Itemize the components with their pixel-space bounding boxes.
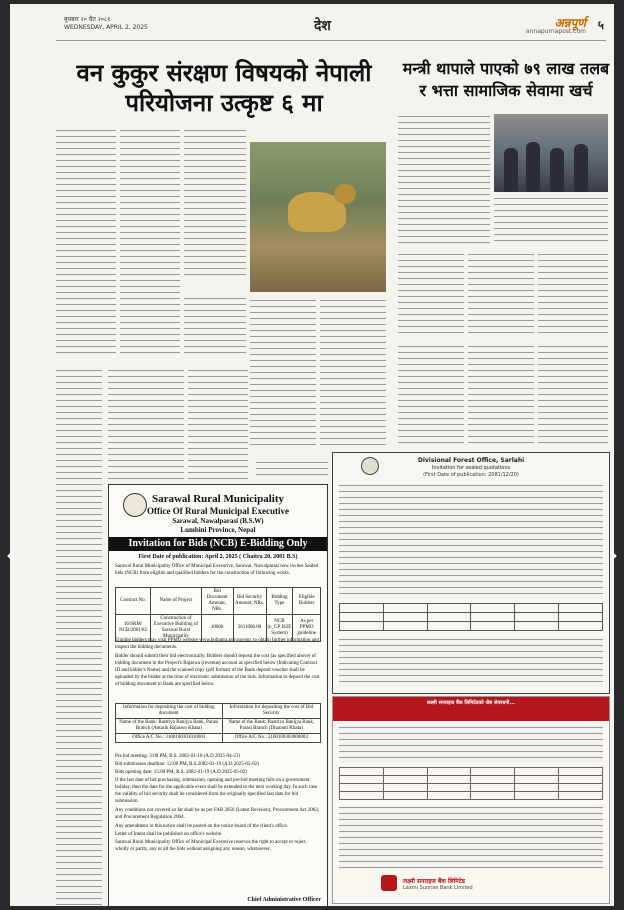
bid-item-5: Any conditions not covered so far shall be as per FAR 2056 (Latest Revision), Procurement Act 2063, and Procurement Regulation 2064.: [115, 808, 320, 820]
wild-dog-head: [334, 184, 356, 204]
deposit-table: [115, 703, 321, 743]
brand-logo: अन्नपूर्ण: [554, 16, 586, 30]
article-column-4: [250, 298, 316, 448]
office-name: Office Of Rural Municipal Executive: [147, 506, 289, 516]
right-article-column-5: [538, 252, 608, 338]
forest-notice-terms: [339, 637, 603, 687]
deposit-account-doc: Office A/C No.: 3100100301010003: [116, 734, 223, 743]
right-article-column-8: [538, 344, 608, 448]
col-eligible-bidders: Eligible Bidders: [293, 588, 321, 615]
forest-office-subtitle: Invitation for sealed quotations: [431, 465, 511, 471]
article-column-9: [256, 460, 328, 480]
article-column-5: [320, 298, 386, 448]
cell-bidding-type: NCB (e_GP IS2E System): [266, 615, 293, 642]
cell-eligible-bidders: As per PPMO guideline: [293, 615, 321, 642]
page-header: [56, 14, 606, 41]
forest-notice-table: [339, 603, 603, 631]
bid-item-7: Letter of Intent shall be published on office's website.: [115, 832, 223, 837]
right-article-column-3: [398, 252, 464, 338]
article-column-2: [120, 128, 180, 358]
header-date-nepali: बुधबार २० चैत २०८१: [64, 16, 111, 23]
signature-title: Chief Administrative Officer: [247, 897, 321, 903]
bid-intro: Sarawal Rural Municipality Office of Municipal Executive, Sarawal, Nawalparasi now invites Sealed bids (NCB) from eligible and qualified bidders for the construction of following works.: [115, 564, 319, 576]
col-bid-security: Bid Security Amount, NRs.: [233, 588, 266, 615]
deposit-bank-doc: Name of the Bank: Rastriya Banijya Bank, Parasi Branch (Antarik Rajaswo Khata): [116, 719, 223, 734]
deposit-header-doc: Information for depositing the cost of bidding document: [116, 704, 223, 719]
header-date: [64, 16, 148, 32]
forest-office-publication-date: (First Date of publication: 2081/12/20): [423, 472, 519, 478]
newspaper-page: [10, 4, 614, 906]
deposit-bank-security: Name of the Bank: Rastriya Banijya Bank, Parasi Branch (Dharauti Khata): [222, 719, 320, 734]
bid-item-6: Any amendment in this notice shall be posted on the notice board of the client's office.: [115, 824, 288, 829]
deposit-account-security: Office A/C No.: 3100100303000003: [222, 734, 320, 743]
left-sidebar-column: [56, 368, 102, 906]
person-figure: [504, 148, 518, 192]
article-column-3: [184, 128, 246, 278]
minister-photo: [494, 114, 608, 192]
cell-bid-security: 2611000.00: [233, 615, 266, 642]
bank-name: लक्ष्मी सनराइज बैंक लिमिटेड: [403, 878, 465, 885]
main-headline: वन कुकुर संरक्षण विषयको नेपाली परियोजना उत्कृष्ट ६ मा: [76, 58, 372, 117]
bank-notice: [332, 696, 610, 904]
forest-notice-text: [339, 483, 603, 599]
right-article-column-2: [494, 196, 608, 244]
col-contract-no: Contract No.: [116, 588, 151, 615]
bid-banner: Invitation for Bids (NCB) E-Bidding Only: [109, 537, 327, 551]
deposit-header-security: Information for depositing the cost of Bid Security: [222, 704, 320, 719]
bank-notice-heading: लक्ष्मी सनराइज बैंक लिमिटेडको जेष्ठ शेयरधनी...: [333, 697, 609, 721]
bid-item-2: Bid submission deadline: 12:00 PM, B.S.2082-01-19 (A.D 2025-05-02): [115, 762, 259, 767]
right-article-column-4: [468, 252, 534, 338]
previous-page-arrow-icon[interactable]: ‹: [5, 538, 17, 571]
article-column-7: [108, 368, 184, 480]
wild-dog-photo: [250, 142, 386, 292]
right-article-column-6: [398, 344, 464, 448]
col-bidding-type: Bidding Type: [266, 588, 293, 615]
person-figure: [526, 142, 540, 192]
person-figure: [574, 144, 588, 192]
bid-item-8: Sarawal Rural Municipality Office of Municipal Executive reserves the right to accept or reject, wholly or partly, any or all the bids without assigning any reason, whatsoever.: [115, 840, 307, 852]
article-column-1: [56, 128, 116, 358]
page-number: ५: [597, 18, 604, 32]
bank-notice-table: [339, 767, 603, 800]
bid-item-1: Pre bid meeting: 3:00 PM, B.S. 2082-01-10 (A.D 2025-04-23): [115, 754, 240, 759]
col-project-name: Name of Project: [151, 588, 202, 615]
article-column-6: [188, 368, 248, 480]
col-bid-doc-amount: Bid Document Amount, NRs.: [201, 588, 233, 615]
next-page-arrow-icon[interactable]: ›: [607, 538, 619, 571]
province: Lumbini Province, Nepal: [180, 526, 256, 534]
sarawal-bid-notice: [108, 484, 328, 906]
right-headline: मन्त्री थापाले पाएको ७९ लाख तलब र भत्ता सामाजिक सेवामा खर्च: [402, 59, 610, 100]
right-article-column-1: [398, 114, 490, 244]
bank-notice-terms: [339, 805, 603, 869]
cell-project-name: Construction of Executive Building of Sarawal Rural Municipality: [151, 615, 202, 642]
article-column-3b: [184, 296, 246, 358]
right-article-column-7: [468, 344, 534, 448]
section-title: देश: [314, 18, 331, 34]
office-location: Sarawal, Nawalparasi (B.S.W): [172, 517, 264, 525]
cell-contract-no: 16/SRM/ NCB/2081/82: [116, 615, 151, 642]
bid-item-4: If the last date of bid purchasing, submission, opening and pre-bid meeting falls on a government holiday, then the date for the applicable event shall be extended to the next working day. In such case the validity of bid security shall be considered from the originally specified last date for bid submission.: [115, 778, 318, 804]
bid-bullet-2: Bidder should submit their bid electronically. Bidders should deposit the cost (as specified above) of bidding document in the Project's Rajaswa (revenue) account as specified below (Indicating Contract ID and bidder's Name) and the scanned copy (pdf format) of the Bank deposit voucher shall be uploaded by the bidder at the time of electronic submission of the bids. Information to deposit the cost of bidding document in Bank are specified below.: [115, 654, 320, 687]
header-date-english: WEDNESDAY, APRIL 2, 2025: [64, 24, 148, 31]
bank-name-english: Laxmi Sunrise Bank Limited: [403, 885, 473, 891]
bid-item-3: Bids opening date: 15:00 PM, B.S. 2082-01-19 (A.D 2025-05-02): [115, 770, 247, 775]
municipality-name: Sarawal Rural Municipality: [151, 493, 284, 505]
person-figure: [550, 148, 564, 192]
bank-notice-text: [339, 725, 603, 763]
forest-office-notice: [332, 452, 610, 694]
bid-bullet-1: Eligible bidders may visit PPMO website www.bolpatra.gov.np/egp. to obtain further information and inspect the bidding documents.: [115, 638, 319, 650]
cell-bid-doc-amount: 10000: [201, 615, 233, 642]
forest-office-title: Divisional Forest Office, Sarlahi: [417, 457, 525, 464]
bank-logo-icon: [381, 875, 397, 891]
bid-contract-table: [115, 587, 321, 642]
publication-date: First Date of publication: April 2, 2025 ( Chaitra 20, 2081 B.S): [138, 554, 298, 560]
site-url: annapurnapost.com: [525, 28, 586, 35]
